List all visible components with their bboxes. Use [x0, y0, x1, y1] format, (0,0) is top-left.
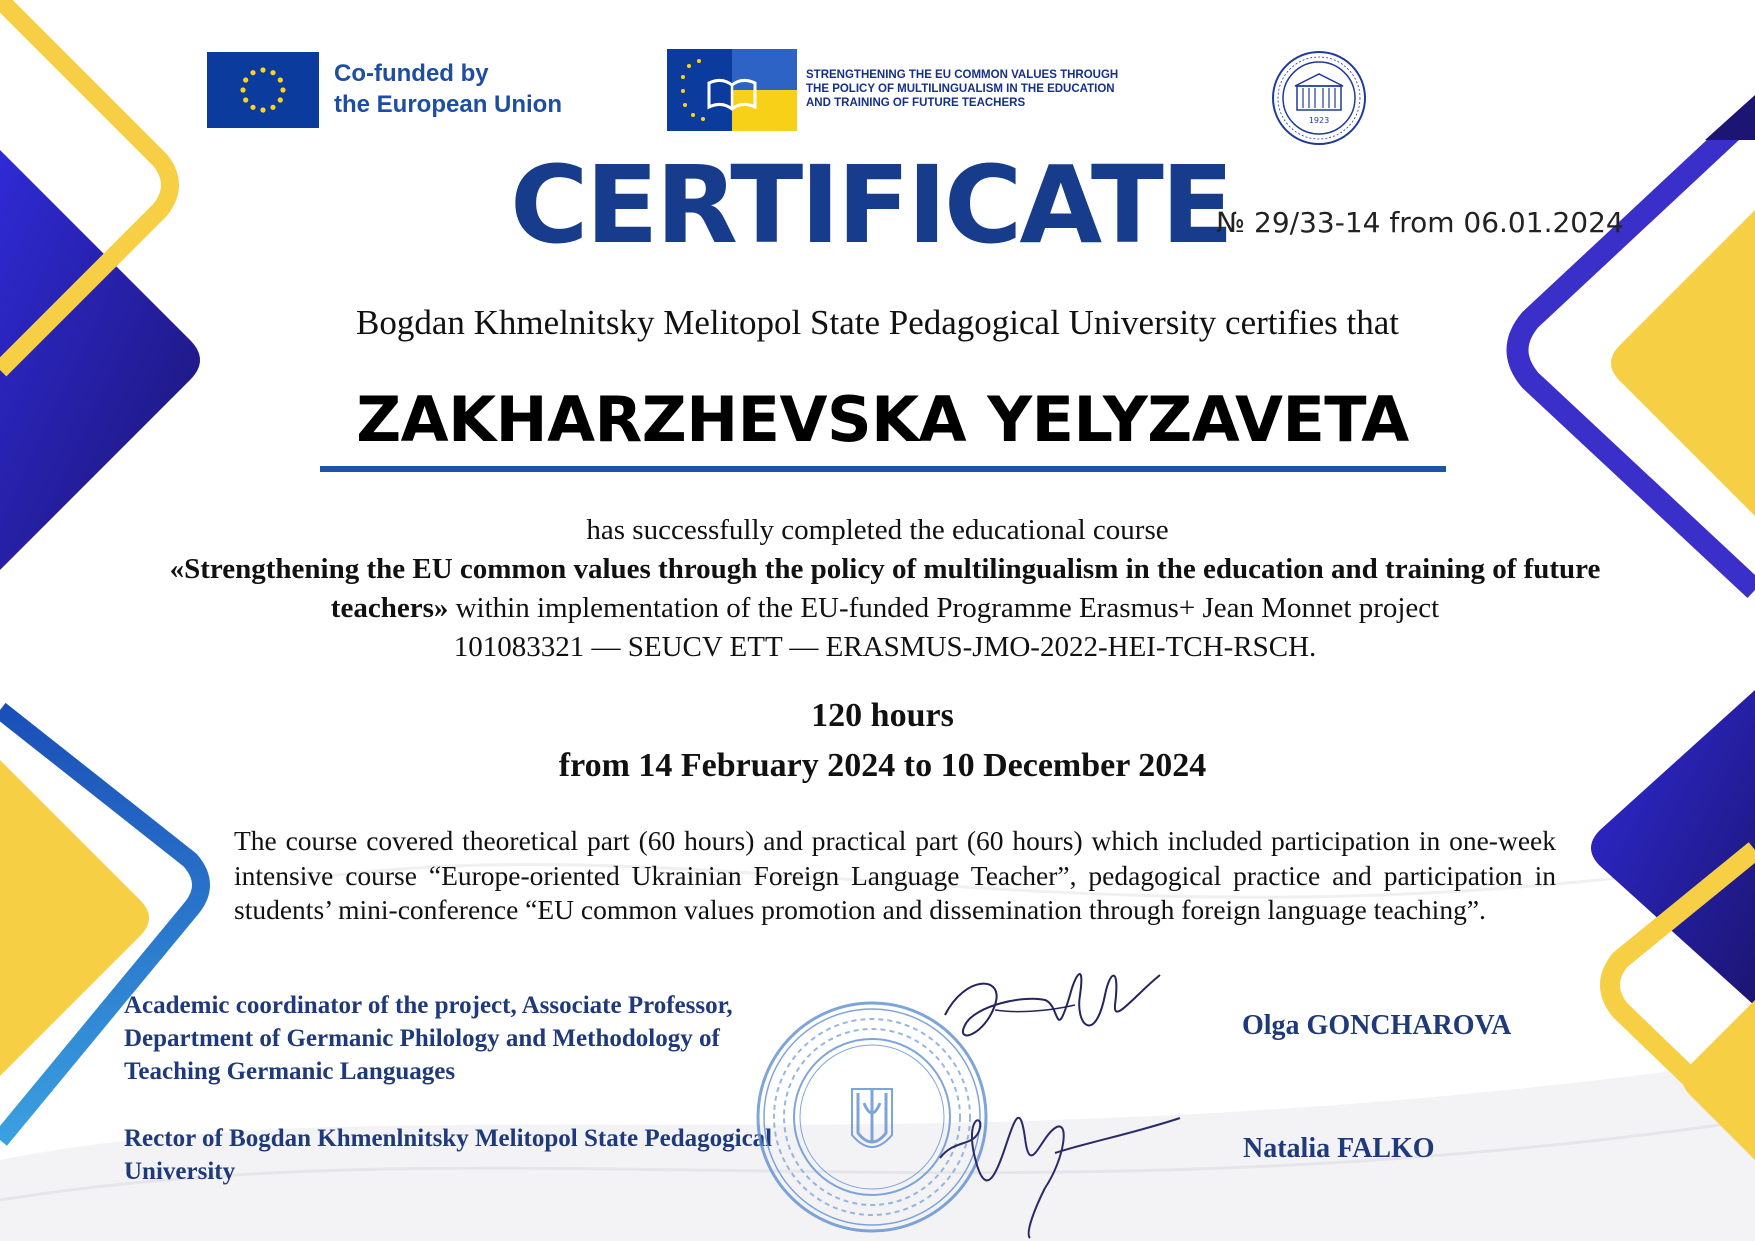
- signatory-2-name: Natalia FALKO: [1243, 1133, 1435, 1164]
- recipient-name: ZAKHARZHEVSKA YELYZAVETA: [356, 383, 1409, 456]
- signatory-1-line2: Department of Germanic Philology and Methodology of: [124, 1025, 720, 1052]
- corner-shape-navy: [1705, 95, 1755, 140]
- signatory-2-line1: Rector of Bogdan Khmenlnitsky Melitopol State Pedagogical: [124, 1125, 773, 1152]
- certifies-statement: Bogdan Khmelnitsky Melitopol State Pedagogical University certifies that: [356, 303, 1399, 342]
- signature-1: [935, 955, 1165, 1060]
- project-logo-icon: [667, 49, 797, 131]
- eu-flag-icon: [207, 52, 319, 128]
- certificate-number: № 29/33-14 from 06.01.2024: [1216, 206, 1624, 239]
- seal-year: 1923: [1308, 116, 1330, 125]
- project-line2: THE POLICY OF MULTILINGUALISM IN THE EDUCATION: [806, 83, 1115, 95]
- signatory-2-title: [124, 1122, 844, 1188]
- corner-shape-violet: [0, 150, 200, 570]
- signatory-1-title: [124, 989, 824, 1088]
- certificate-title: CERTIFICATE: [510, 144, 1232, 268]
- project-code: 101083321 — SEUCV ETT — ERASMUS-JMO-2022-HEI-TCH-RSCH.: [453, 631, 1317, 663]
- signatory-1-name: Olga GONCHAROVA: [1242, 1010, 1512, 1041]
- course-period: from 14 February 2024 to 10 December 2024: [558, 747, 1207, 784]
- completion-statement: has successfully completed the educational course: [586, 514, 1169, 546]
- course-programme: within implementation of the EU-funded Programme Erasmus+ Jean Monnet project: [448, 592, 1440, 624]
- course-details: The course covered theoretical part (60 hours) and practical part (60 hours) which included participation in one-week intensive course “Europe-oriented Ukrainian Foreign Language Teacher”, pedagogical practice and participation in students’ mini-conference “EU common values promotion and dissemination through foreign language teaching”.: [234, 825, 1556, 925]
- eu-cofunded-line2: the European Union: [334, 91, 562, 118]
- trident-icon: [858, 1089, 886, 1143]
- project-line3: AND TRAINING OF FUTURE TEACHERS: [806, 97, 1026, 109]
- university-seal-icon: [1271, 50, 1367, 146]
- name-underline: [320, 466, 1446, 472]
- signatory-1-line3: Teaching Germanic Languages: [124, 1058, 456, 1085]
- eu-cofunded-label: [334, 58, 562, 120]
- signature-2: [935, 1098, 1185, 1241]
- project-logo-label: [806, 68, 1146, 110]
- project-line1: STRENGTHENING THE EU COMMON VALUES THROUGH: [806, 69, 1119, 81]
- eu-cofunded-line1: Co-funded by: [334, 60, 489, 87]
- signatory-1-line1: Academic coordinator of the project, Associate Professor,: [124, 992, 733, 1019]
- course-description: [150, 550, 1620, 667]
- course-hours: 120 hours: [811, 697, 954, 734]
- signatory-2-line2: University: [124, 1158, 236, 1185]
- course-title: «Strengthening the EU common values through the policy of multilingualism in the education and training of future teachers»: [169, 553, 1601, 624]
